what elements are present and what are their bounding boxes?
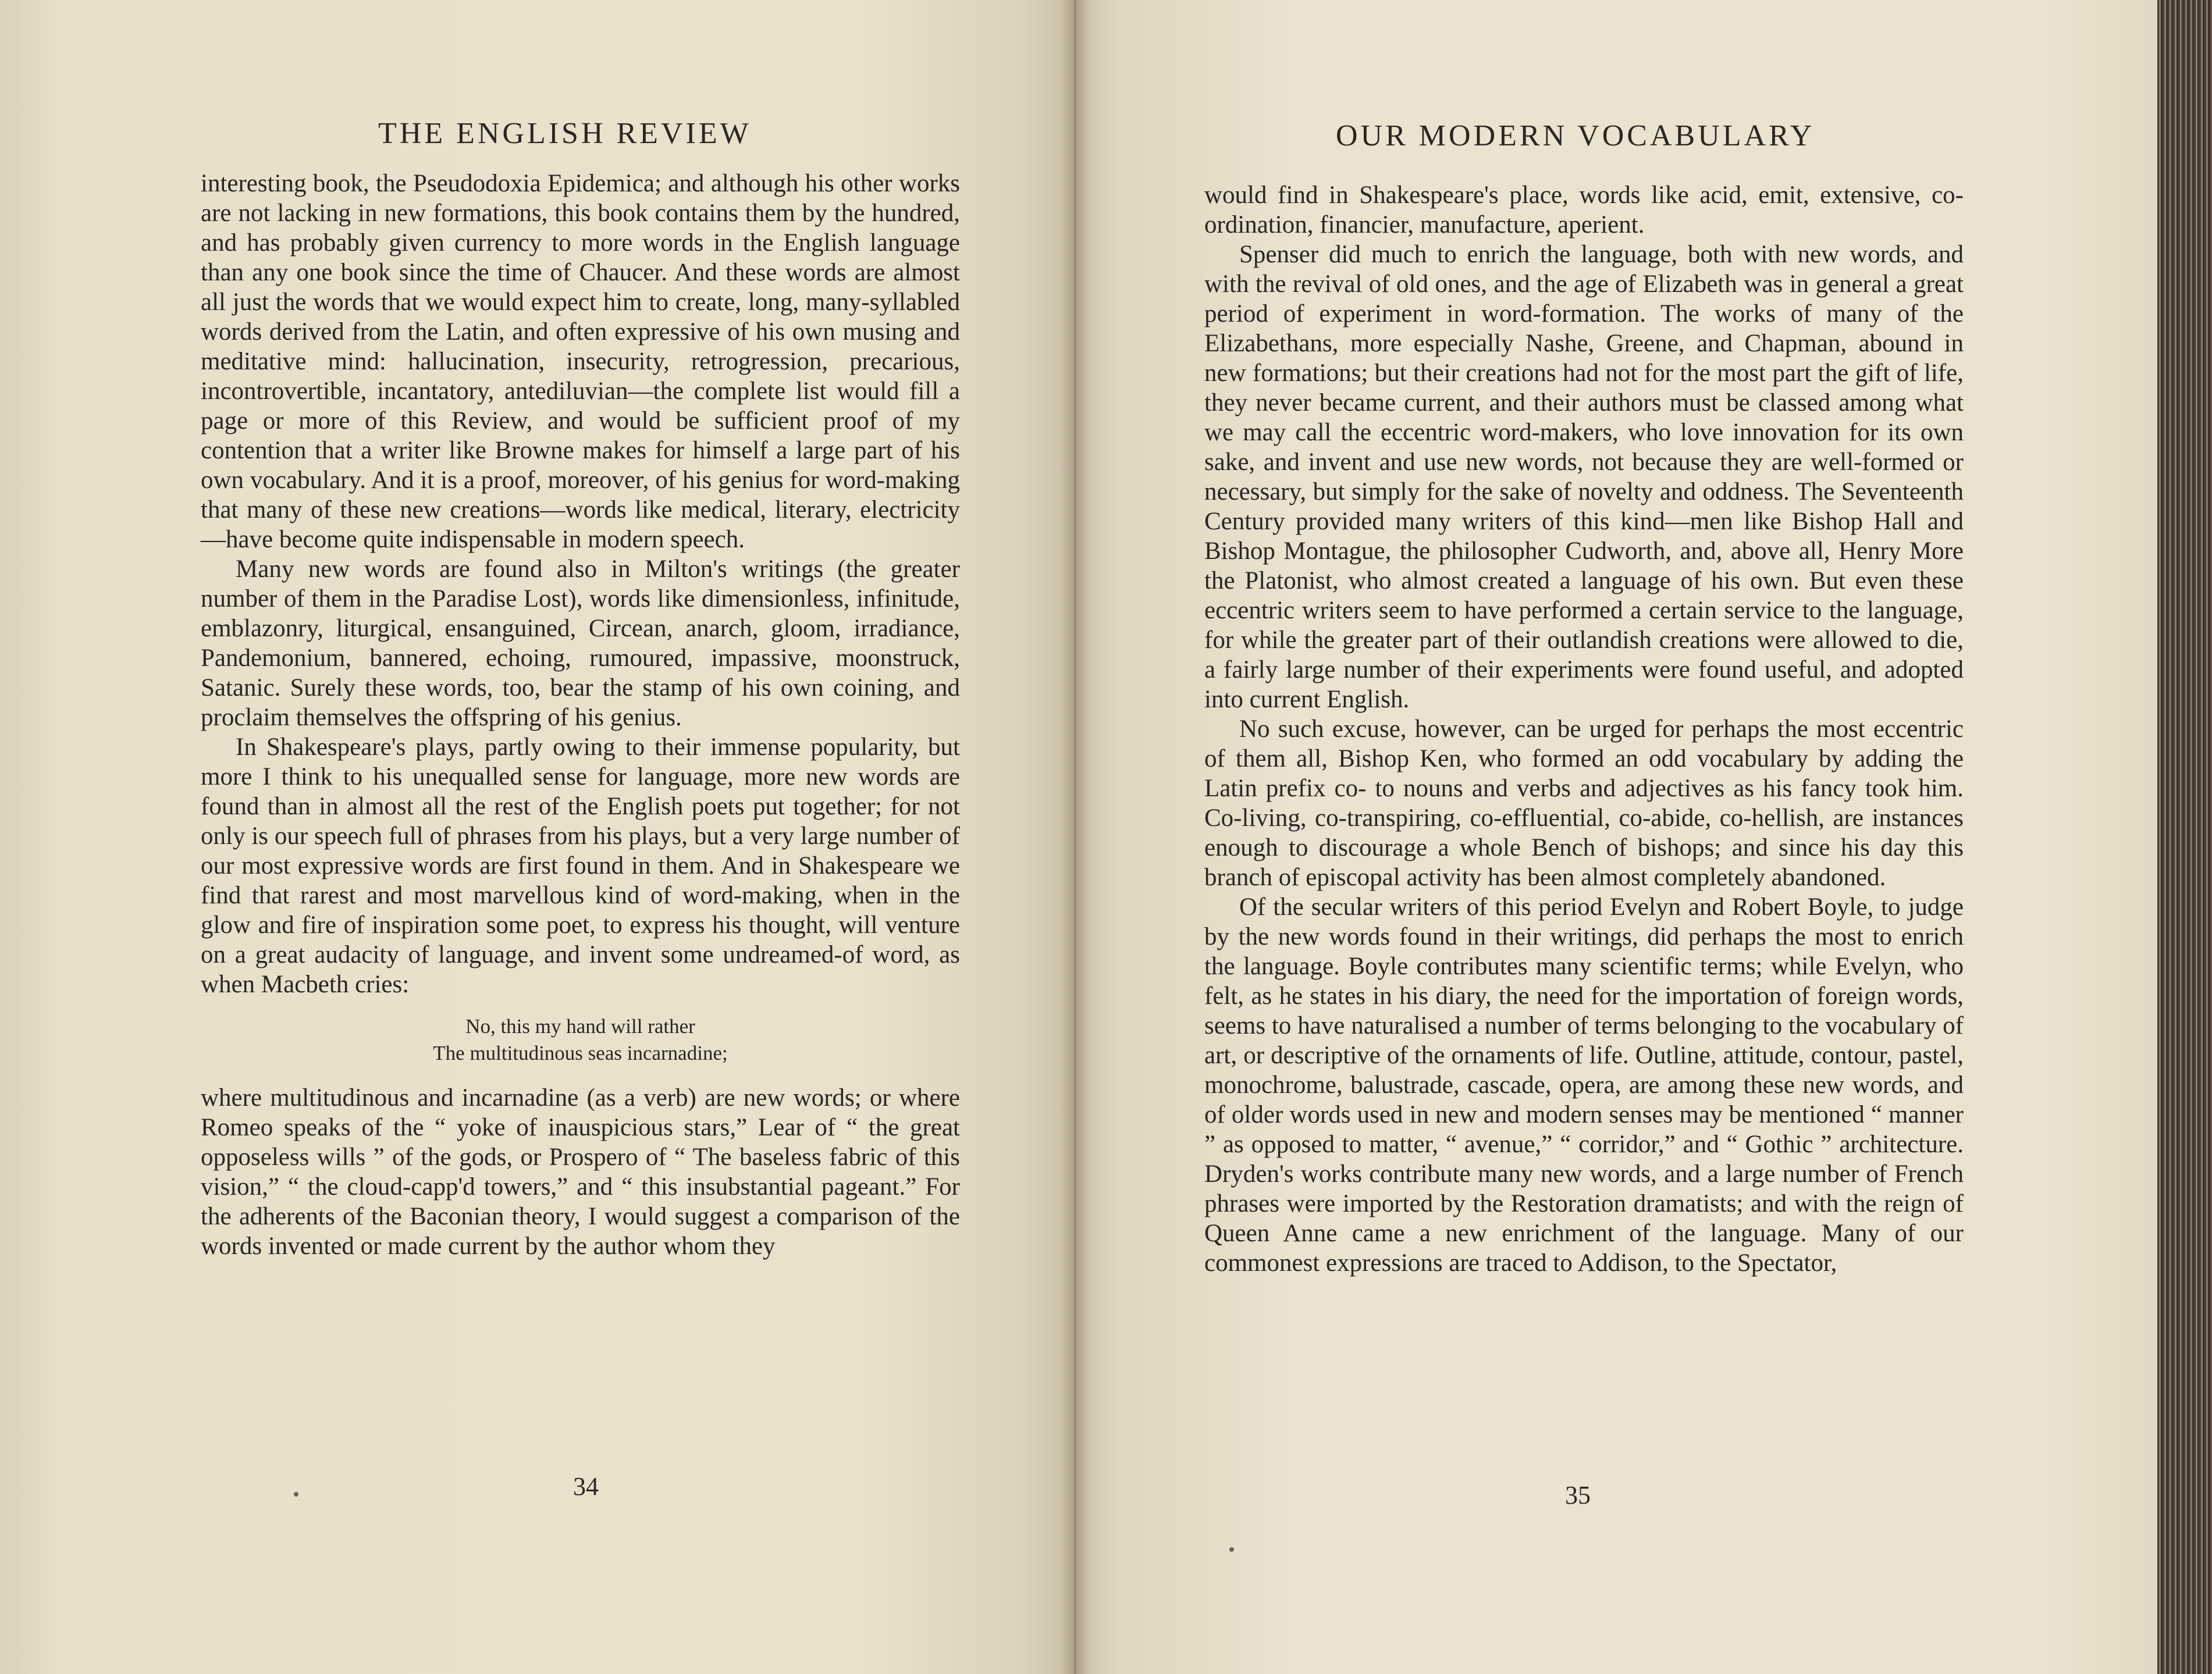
left-page xyxy=(0,0,1075,1674)
book-gutter xyxy=(1060,0,1090,1674)
running-head-left: THE ENGLISH REVIEW xyxy=(378,117,752,150)
quote-line: The multitudinous seas incarnadine; xyxy=(433,1042,728,1064)
right-page xyxy=(1075,0,2157,1674)
paragraph: Of the secular writers of this period Evelyn and Robert Boyle, to judge by the new words found in their writings, did perhaps the most to enrich the language. Boyle contributes many scientific terms; while Evelyn, who felt, as he states in his diary, the need for the importation of foreign words, seems to have naturalised a number of terms belonging to the vocabulary of art, or descriptive of the ornaments of life. Outline, attitude, contour, pastel, monochrome, balustrade, cascade, opera, are among these new words, and of older words used in new and modern senses may be mentioned “ manner ” as opposed to matter, “ avenue,” “ corridor,” and “ Gothic ” architecture. Dryden's works contribute many new words, and a large number of French phrases were imported by the Restoration dramatists; and with the reign of Queen Anne came a new enrichment of the language. Many of our commonest expressions are traced to Addison, to the Spectator, xyxy=(1204,893,1964,1277)
page-number-right: 35 xyxy=(1565,1481,1591,1509)
left-page-body xyxy=(201,169,960,1261)
block-quote xyxy=(201,1013,960,1067)
running-head-right: OUR MODERN VOCABULARY xyxy=(1336,119,1815,152)
page-number-left: 34 xyxy=(573,1472,599,1501)
paragraph: interesting book, the Pseudodoxia Epidemica; and although his other works are not lacking in new formations, this book contains them by the hundred, and has probably given currency to more words in the English language than any one book since the time of Chaucer. And these words are almost all just the words that we would expect him to create, long, many-syllabled words derived from the Latin, and often expressive of his own musing and meditative mind: hallucination, insecurity, retrogression, precarious, incontrovertible, incantatory, antediluvian—the complete list would fill a page or more of this Review, and would be sufficient proof of my contention that a writer like Browne makes for himself a large part of his own vocabulary. And it is a proof, moreover, of his genius for word-making that many of these new creations—words like medical, literary, electricity—have become quite indispensable in modern speech. xyxy=(201,170,960,553)
right-page-body xyxy=(1204,180,1964,1278)
paper-speck xyxy=(294,1492,298,1497)
page-edges xyxy=(2157,0,2212,1674)
paragraph: would find in Shakespeare's place, words like acid, emit, extensive, co-ordination, financier, manufacture, aperient. xyxy=(1204,181,1964,238)
paragraph: Spenser did much to enrich the language, both with new words, and with the revival of old ones, and the age of Elizabeth was in general a great period of experiment in word-formation. The works of many of the Elizabethans, more especially Nashe, Greene, and Chapman, abound in new formations; but their creations had not for the most part the gift of life, they never became current, and their authors must be classed among what we may call the eccentric word-makers, who love innovation for its own sake, and invent and use new words, not because they are well-formed or necessary, but simply for the sake of novelty and oddness. The Seventeenth Century provided many writers of this kind—men like Bishop Hall and Bishop Montague, the philosopher Cudworth, and, above all, Henry More the Platonist, who almost created a language of his own. But even these eccentric writers seem to have performed a certain service to the language, for while the greater part of their outlandish creations were allowed to die, a fairly large number of their experiments were found useful, and adopted into current English. xyxy=(1204,241,1964,713)
paragraph: Many new words are found also in Milton's writings (the greater number of them in the Paradise Lost), words like dimensionless, infinitude, emblazonry, liturgical, ensanguined, Circean, anarch, gloom, irradiance, Pandemonium, bannered, echoing, rumoured, impassive, moonstruck, Satanic. Surely these words, too, bear the stamp of his own coining, and proclaim themselves the offspring of his genius. xyxy=(201,555,960,731)
paragraph: In Shakespeare's plays, partly owing to their immense popularity, but more I think to his unequalled sense for language, more new words are found than in almost all the rest of the English poets put together; for not only is our speech full of phrases from his plays, but a very large number of our most expressive words are first found in them. And in Shakespeare we find that rarest and most marvellous kind of word-making, when in the glow and fire of inspiration some poet, to express his thought, will venture on a great audacity of language, and invent some undreamed-of word, as when Macbeth cries: xyxy=(201,733,960,998)
paragraph: where multitudinous and incarnadine (as a verb) are new words; or where Romeo speaks of the “ yoke of inauspicious stars,” Lear of “ the great opposeless wills ” of the gods, or Prospero of “ The baseless fabric of this vision,” “ the cloud-capp'd towers,” and “ this insubstantial pageant.” For the adherents of the Baconian theory, I would suggest a comparison of the words invented or made current by the author whom they xyxy=(201,1084,960,1260)
quote-line: No, this my hand will rather xyxy=(465,1015,695,1038)
paper-speck xyxy=(1229,1547,1234,1552)
paragraph: No such excuse, however, can be urged for perhaps the most eccentric of them all, Bishop Ken, who formed an odd vocabulary by adding the Latin prefix co- to nouns and verbs and adjectives as his fancy took him. Co-living, co-transpiring, co-effluential, co-abide, co-hellish, are instances enough to discourage a whole Bench of bishops; and since his day this branch of episcopal activity has been almost completely abandoned. xyxy=(1204,715,1964,891)
